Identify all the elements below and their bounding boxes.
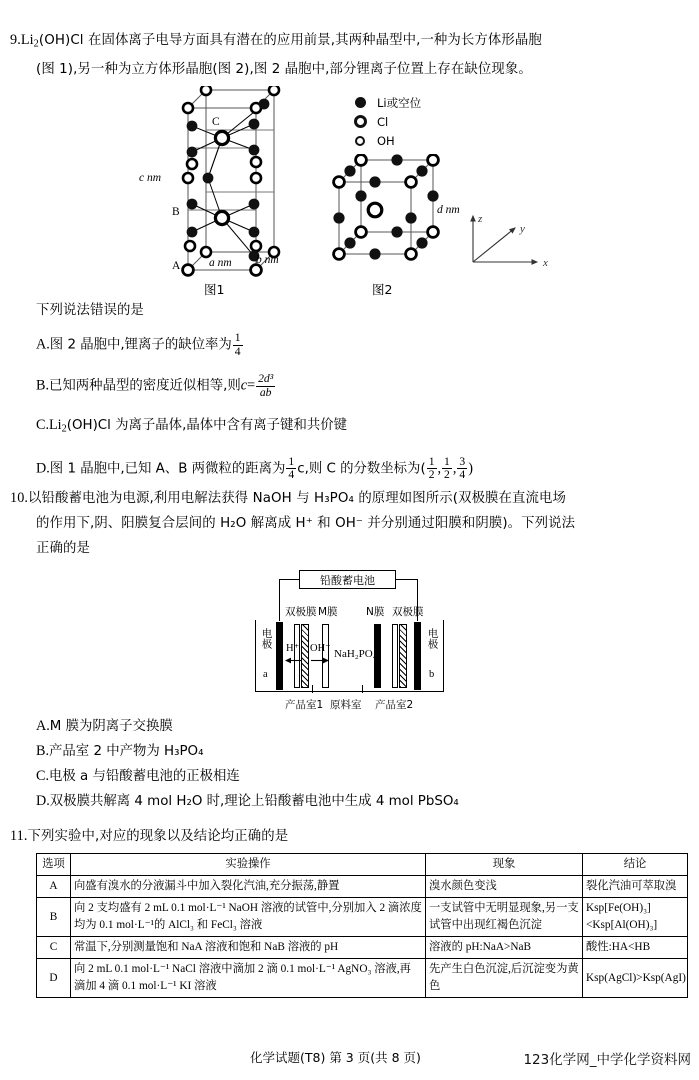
q9-formula-li: Li (20, 32, 34, 48)
figure-1-vertex-a-label: A (172, 260, 181, 272)
thin-ring-icon (349, 136, 371, 146)
q10-option-c-text: 电极 a 与铅酸蓄电池的正极相连 (49, 769, 240, 784)
row-d-conclusion: Ksp(AgCl)>Ksp(AgI) (583, 959, 688, 998)
q10-option-a-text: M 膜为阴离子交换膜 (49, 719, 173, 734)
row-b-option: B (37, 898, 71, 937)
cell-floor (255, 691, 444, 692)
row-c-option: C (37, 937, 71, 959)
q9-option-a[interactable] (0, 332, 699, 358)
q9-option-d-key: D. (36, 460, 50, 477)
row-a-conclusion: 裂化汽油可萃取溴 (583, 876, 688, 898)
q10-option-d-key: D. (36, 793, 50, 809)
chamber-tick-1 (312, 685, 313, 693)
electrode-a (276, 622, 283, 690)
row-a-option: A (37, 876, 71, 898)
row-b-operation: 向 2 支均盛有 2 mL 0.1 mol·L⁻¹ NaOH 溶液的试管中,分别加入 2 滴浓度均为 0.1 mol·L⁻¹的 AlCl₃ 和 FeCl₃ 溶液 (71, 898, 426, 937)
q9-option-b-var: c (240, 377, 248, 394)
q11-stem: 11.下列实验中,对应的现象以及结论均正确的是 (10, 828, 289, 844)
table-row[interactable] (37, 876, 688, 898)
row-a-operation: 向盛有溴水的分液漏斗中加入裂化汽油,充分振荡,静置 (71, 876, 426, 898)
page-footer (0, 1046, 699, 1076)
filled-circle-icon (349, 97, 371, 108)
q9-formula-sub: 2 (33, 38, 39, 50)
q10-stem-line-1: 10.以铅酸蓄电池为电源,利用电解法获得 NaOH 与 H₃PO₄ 的原理如图所示(双极膜在直流电场 (10, 490, 567, 506)
axis-label-x: x (543, 257, 548, 269)
bipolar-membrane-right-white (392, 624, 398, 688)
figure-1-edge-a-label: a nm (209, 257, 232, 269)
h-ion-arrow-icon (285, 656, 303, 665)
q9-option-c[interactable] (0, 413, 699, 442)
q9-figure (0, 82, 699, 297)
oh-ion-arrow-icon (311, 656, 329, 665)
electrode-a-label: 电极 (260, 628, 273, 649)
solution-label: NaH₂PO₄ (334, 648, 377, 660)
row-a-phenomenon: 溴水颜色变浅 (426, 876, 583, 898)
q10-option-a[interactable] (0, 714, 699, 739)
table-header-row (37, 854, 688, 876)
footer-page-info: 化学试题(T8) 第 3 页(共 8 页) (250, 1050, 421, 1065)
experiment-table (36, 853, 688, 998)
table-header-phenomenon: 现象 (426, 854, 583, 876)
figure-1-crystal-cell (168, 86, 338, 286)
wire-right-h (395, 579, 418, 580)
q9-option-d-mid: c,则 C 的分数坐标为( (297, 461, 426, 477)
oh-ion-label: OH⁻ (310, 643, 331, 654)
question-11-stem (0, 824, 699, 849)
question-9-options (0, 298, 699, 482)
q9-option-a-key: A. (36, 336, 50, 353)
chamber-product-1-label: 产品室1 (285, 699, 324, 711)
q9-option-d-coord-x: $\frac{1}{2}$ (428, 454, 435, 482)
legend-label-li: Li或空位 (377, 95, 422, 110)
q9-option-b-key: B. (36, 377, 50, 394)
q9-option-b[interactable] (0, 373, 699, 399)
q9-option-a-text: 图 2 晶胞中,锂离子的缺位率为 (49, 337, 232, 353)
h-ion-label: H⁺ (286, 643, 300, 654)
q9-option-d-coord-z: $\frac{3}{4}$ (459, 454, 466, 482)
chamber-feed-label: 原料室 (330, 699, 362, 711)
coordinate-axes-icon (465, 210, 560, 272)
row-b-conclusion: Ksp[Fe(OH)₃]<Ksp[Al(OH)₃] (583, 898, 688, 937)
electrode-b-sub-label: b (429, 669, 435, 680)
wire-left-h (279, 579, 300, 580)
q9-prompt: 下列说法错误的是 (36, 303, 144, 318)
q9-option-c-formula: Li (49, 417, 62, 434)
row-b-phenomenon: 一支试管中无明显现象,另一支试管中出现红褐色沉淀 (426, 898, 583, 937)
chamber-product-2-label: 产品室2 (375, 699, 414, 711)
row-c-operation: 常温下,分别测量饱和 NaA 溶液和饱和 NaB 溶液的 pH (71, 937, 426, 959)
figure-2-crystal-cell (325, 154, 465, 284)
figure-1-caption: 图1 (204, 282, 225, 297)
question-10-stem (0, 486, 699, 561)
q9-number: 9. (10, 32, 21, 48)
q11-number: 11. (10, 828, 28, 844)
electrode-a-sub-label: a (263, 669, 268, 680)
row-d-operation: 向 2 mL 0.1 mol·L⁻¹ NaCl 溶液中滴加 2 滴 0.1 mol·L⁻¹ AgNO₃ 溶液,再滴加 4 滴 0.1 mol·L⁻¹ KI 溶液 (71, 959, 426, 998)
q10-option-a-key: A. (36, 718, 50, 734)
q9-option-d-coord-y: $\frac{1}{2}$ (444, 454, 450, 482)
figure-1-vertex-c-label: C (212, 116, 220, 128)
q9-option-c-sub: 2 (61, 423, 67, 435)
figure-legend (349, 94, 421, 151)
q9-option-d-close: ) (468, 460, 473, 477)
bipolar-membrane-left-label: 双极膜 (285, 606, 317, 618)
q9-option-d-text: 图 1 晶胞中,已知 A、B 两微粒的距离为 (49, 461, 286, 477)
q10-option-c[interactable] (0, 764, 699, 789)
m-membrane-label: M膜 (318, 606, 338, 618)
q9-option-d[interactable]: D.图 1 晶胞中,已知 A、B 两微粒的距离为 $\frac{1}{4}$ c,则 C 的分数坐标为( $\frac{1}{2}$ , $\frac{1}{2}$ , $\frac{3}{4}$ ) (36, 454, 473, 482)
q10-stem-line-3: 正确的是 (36, 541, 90, 556)
q10-number: 10. (10, 490, 29, 506)
q10-option-b-key: B. (36, 743, 50, 759)
thick-ring-icon (349, 115, 371, 128)
legend-item-oh (349, 132, 421, 149)
q10-option-b[interactable] (0, 739, 699, 764)
n-membrane-label: N膜 (366, 606, 385, 618)
q9-option-b-fraction: $\frac{\text{2d³}}{ab}$ (258, 372, 274, 399)
figure-1-vertex-b-label: B (172, 206, 180, 218)
row-c-conclusion: 酸性:HA<HB (583, 937, 688, 959)
table-row[interactable] (37, 959, 688, 998)
q9-option-c-key: C. (36, 417, 50, 434)
bipolar-membrane-right-hatch (399, 624, 407, 688)
q9-option-a-fraction: $\frac{1}{4}$ (234, 331, 241, 358)
q9-stem-text-1: (OH)Cl 在固体离子电导方面具有潜在的应用前景,其两种晶型中,一种为长方体形晶胞 (38, 33, 542, 48)
axis-label-z: z (478, 213, 483, 225)
table-header-option: 选项 (37, 854, 71, 876)
q9-option-d-fraction: $\frac{1}{4}$ (288, 454, 295, 482)
q10-option-c-key: C. (36, 768, 50, 784)
q11-table-wrapper (36, 853, 686, 998)
q10-option-d-text: 双极膜共解离 4 mol H₂O 时,理论上铅酸蓄电池中生成 4 mol PbSO₄ (49, 794, 459, 809)
q9-option-b-equals: = (247, 377, 256, 394)
q9-stem-line-2: (图 1),另一种为立方体形晶胞(图 2),图 2 晶胞中,部分锂离子位置上存在缺位现象。 (36, 61, 532, 77)
row-d-option: D (37, 959, 71, 998)
chamber-tick-2 (362, 685, 363, 693)
electrode-b (414, 622, 421, 690)
table-row[interactable] (37, 937, 688, 959)
legend-item-li (349, 94, 421, 111)
figure-1-edge-b-label: b nm (256, 254, 279, 266)
bipolar-membrane-right-label: 双极膜 (392, 606, 424, 618)
lead-acid-battery-box (299, 570, 396, 589)
q9-option-b-text: 已知两种晶型的密度近似相等,则 (49, 378, 241, 394)
legend-item-cl (349, 113, 421, 130)
battery-label: 铅酸蓄电池 (320, 573, 375, 587)
cell-wall-left (255, 620, 256, 692)
table-header-operation: 实验操作 (71, 854, 426, 876)
question-10-options (0, 714, 699, 814)
q9-stem-line-1 (0, 28, 699, 57)
row-d-phenomenon: 先产生白色沉淀,后沉淀变为黄色 (426, 959, 583, 998)
figure-2-caption: 图2 (372, 282, 393, 297)
table-header-conclusion: 结论 (583, 854, 688, 876)
axis-label-y: y (520, 223, 525, 235)
question-9-stem (0, 28, 699, 82)
q9-option-c-text: (OH)Cl 为离子晶体,晶体中含有离子键和共价键 (66, 418, 348, 434)
q10-stem-line-2: 的作用下,阴、阳膜复合层间的 H₂O 解离成 H⁺ 和 OH⁻ 并分别通过阳膜和阴膜)。下列说法 (36, 516, 576, 531)
table-row[interactable] (37, 898, 688, 937)
wire-left-v (279, 579, 280, 621)
legend-label-cl: Cl (377, 114, 389, 129)
footer-watermark: 123化学网_中学化学资料网 (523, 1052, 691, 1068)
row-c-phenomenon: 溶液的 pH:NaA>NaB (426, 937, 583, 959)
figure-2-edge-d-label: d nm (437, 204, 460, 216)
electrode-b-label: 电极 (426, 628, 439, 649)
legend-label-oh: OH (377, 133, 395, 148)
q10-option-b-text: 产品室 2 中产物为 H₃PO₄ (49, 744, 204, 759)
figure-1-edge-c-label: c nm (139, 172, 162, 184)
q10-option-d[interactable] (0, 789, 699, 814)
q10-figure (0, 566, 699, 716)
cell-wall-right (443, 620, 444, 692)
